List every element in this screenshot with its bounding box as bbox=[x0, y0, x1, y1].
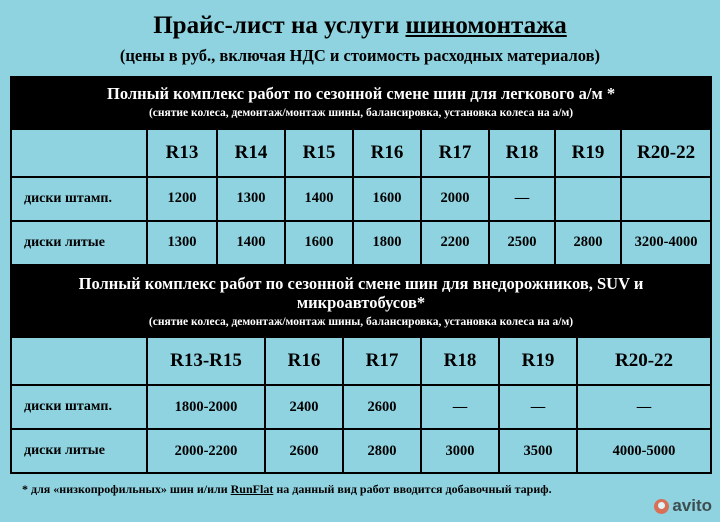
price-cell: 2000-2200 bbox=[147, 429, 265, 473]
column-header: R19 bbox=[499, 337, 577, 385]
price-cell bbox=[555, 177, 621, 221]
title-text-main: Прайс-лист на услуги bbox=[153, 12, 406, 39]
table-row bbox=[11, 429, 711, 473]
page-title bbox=[10, 0, 710, 40]
price-table-suv bbox=[10, 266, 712, 475]
footnote-underlined-term: RunFlat bbox=[230, 482, 274, 497]
price-cell: 1300 bbox=[217, 177, 285, 221]
price-cell: 4000-5000 bbox=[577, 429, 711, 473]
price-cell: 2200 bbox=[421, 221, 489, 265]
row-label: диски штамп. bbox=[11, 177, 147, 221]
title-text-underlined: шиномонтажа bbox=[405, 12, 567, 39]
avito-watermark bbox=[654, 496, 712, 516]
column-header: R20-22 bbox=[577, 337, 711, 385]
column-header: R18 bbox=[421, 337, 499, 385]
price-table-passenger bbox=[10, 76, 712, 266]
price-cell: 3000 bbox=[421, 429, 499, 473]
column-header: R17 bbox=[421, 129, 489, 177]
page-subtitle: (цены в руб., включая НДС и стоимость расходных материалов) bbox=[119, 46, 601, 65]
price-cell: 3500 bbox=[499, 429, 577, 473]
row-label: диски штамп. bbox=[11, 385, 147, 429]
table-row bbox=[11, 177, 711, 221]
price-cell: 1200 bbox=[147, 177, 217, 221]
table-row bbox=[11, 385, 711, 429]
price-cell: 1800 bbox=[353, 221, 421, 265]
price-cell: 1400 bbox=[285, 177, 353, 221]
column-header: R16 bbox=[353, 129, 421, 177]
column-header: R20-22 bbox=[621, 129, 711, 177]
footnote-prefix: * для «низкопрофильных» шин и/или bbox=[22, 482, 231, 497]
table-header-row-suv bbox=[11, 337, 711, 385]
section-banner-subtitle: (снятие колеса, демонтаж/монтаж шины, балансировка, установка колеса на а/м) bbox=[148, 106, 574, 119]
footnote bbox=[10, 474, 710, 496]
price-cell: 1800-2000 bbox=[147, 385, 265, 429]
column-header: R18 bbox=[489, 129, 555, 177]
price-cell: 1400 bbox=[217, 221, 285, 265]
column-header: R15 bbox=[285, 129, 353, 177]
section-banner-title: Полный комплекс работ по сезонной смене шин для внедорожников, SUV и микроавтобусов* bbox=[78, 273, 644, 312]
column-header: R13-R15 bbox=[147, 337, 265, 385]
price-cell: 2600 bbox=[265, 429, 343, 473]
price-cell: 2500 bbox=[489, 221, 555, 265]
price-cell: — bbox=[489, 177, 555, 221]
table-row bbox=[11, 221, 711, 265]
avito-watermark-text: avito bbox=[672, 496, 712, 515]
column-header: R13 bbox=[147, 129, 217, 177]
price-cell: 2400 bbox=[265, 385, 343, 429]
price-cell: 2000 bbox=[421, 177, 489, 221]
section-banner-passenger bbox=[11, 77, 711, 129]
price-cell: 2600 bbox=[343, 385, 421, 429]
avito-logo-icon bbox=[654, 499, 669, 514]
row-label: диски литые bbox=[11, 429, 147, 473]
price-cell: 2800 bbox=[343, 429, 421, 473]
table-header-row-passenger bbox=[11, 129, 711, 177]
footnote-suffix: на данный вид работ вводится добавочный тариф. bbox=[273, 482, 552, 497]
section-banner-cell bbox=[11, 77, 711, 129]
row-label: диски литые bbox=[11, 221, 147, 265]
section-banner-subtitle: (снятие колеса, демонтаж/монтаж шины, балансировка, установка колеса на а/м) bbox=[148, 315, 574, 328]
price-cell: — bbox=[577, 385, 711, 429]
section-banner-cell bbox=[11, 267, 711, 338]
price-cell: 1600 bbox=[353, 177, 421, 221]
section-banner-suv bbox=[11, 267, 711, 338]
price-cell: 1300 bbox=[147, 221, 217, 265]
price-cell: 2800 bbox=[555, 221, 621, 265]
price-cell: — bbox=[499, 385, 577, 429]
price-cell bbox=[621, 177, 711, 221]
column-header: R19 bbox=[555, 129, 621, 177]
column-header: R14 bbox=[217, 129, 285, 177]
section-banner-title: Полный комплекс работ по сезонной смене шин для легкового а/м * bbox=[107, 84, 616, 103]
column-header: R16 bbox=[265, 337, 343, 385]
column-header: R17 bbox=[343, 337, 421, 385]
price-cell: 3200-4000 bbox=[621, 221, 711, 265]
header-corner-cell bbox=[11, 337, 147, 385]
price-cell: — bbox=[421, 385, 499, 429]
header-corner-cell bbox=[11, 129, 147, 177]
price-cell: 1600 bbox=[285, 221, 353, 265]
